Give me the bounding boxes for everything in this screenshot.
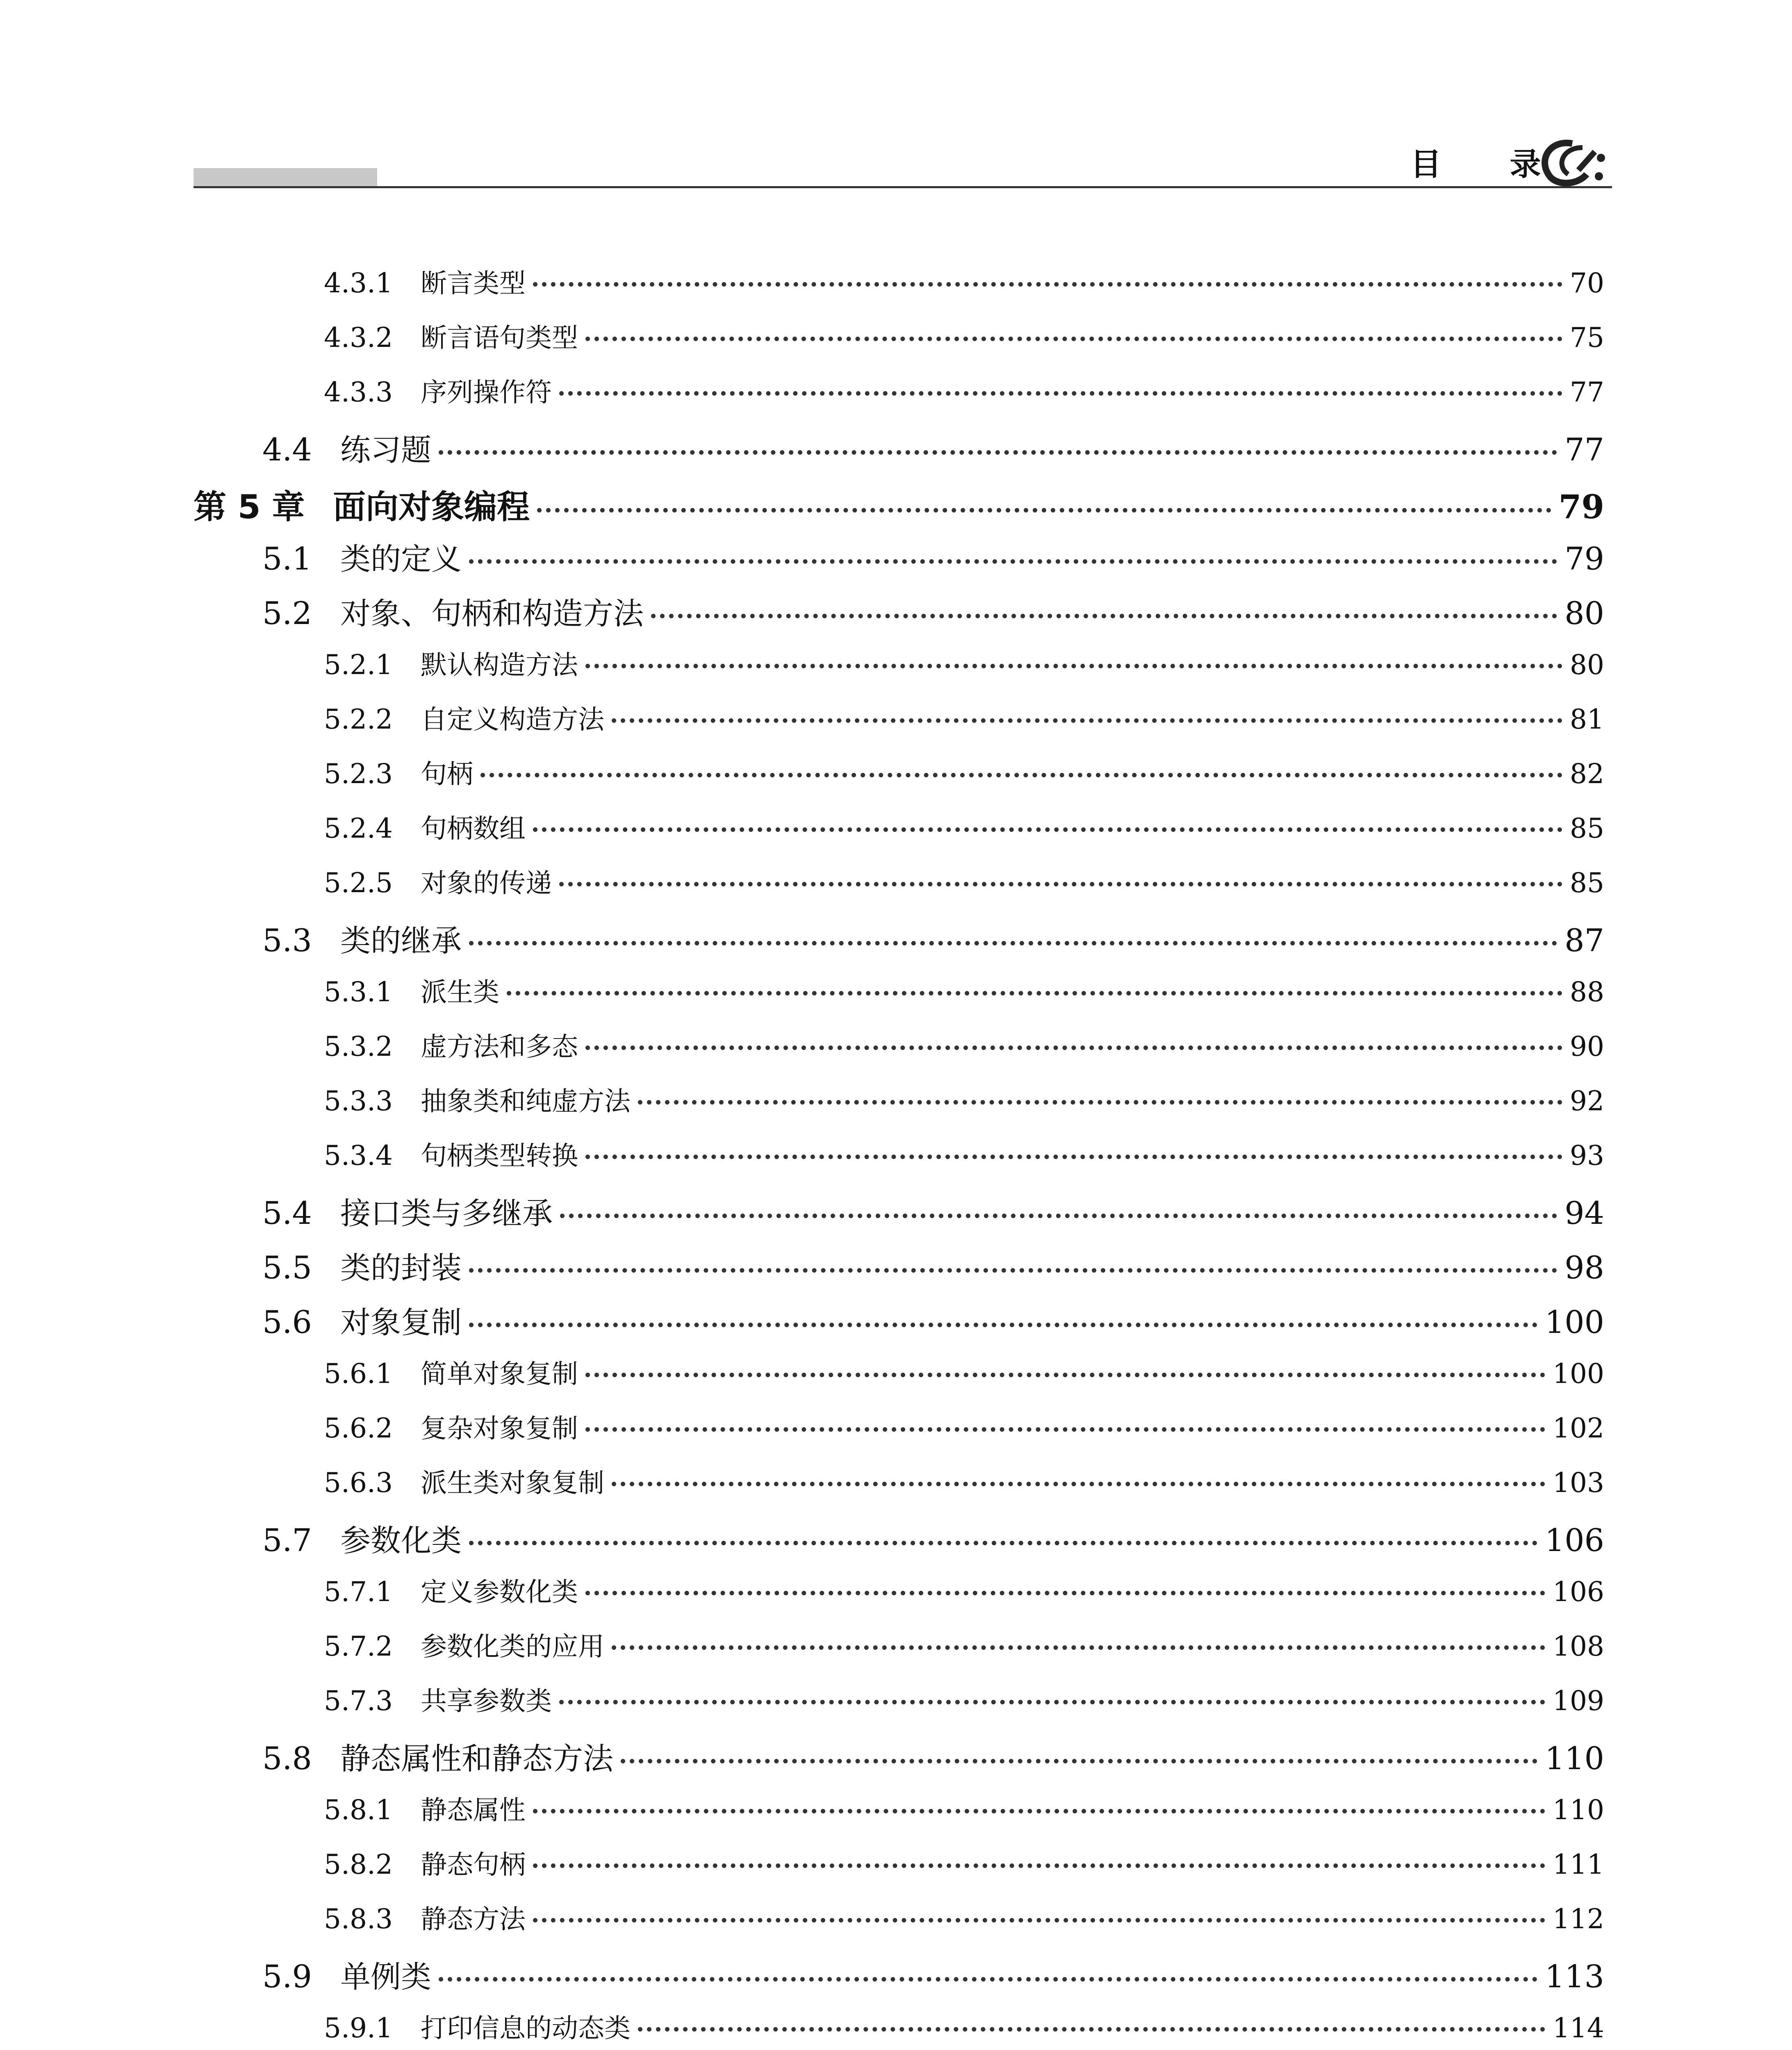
toc-entry-page: 92 xyxy=(1570,1085,1604,1117)
toc-entry-title: 参数化类 xyxy=(340,1523,462,1558)
dot-leader xyxy=(612,718,1562,723)
dot-leader xyxy=(469,559,1557,564)
toc-entry-page: 79 xyxy=(1558,487,1604,526)
dot-leader xyxy=(585,1373,1545,1377)
toc-entry[interactable] xyxy=(324,1844,1604,1893)
toc-entry-title: 断言语句类型 xyxy=(421,323,578,353)
toc-entry-number: 5.1 xyxy=(262,540,312,577)
toc-entry-page: 108 xyxy=(1553,1631,1604,1662)
toc-entry-number: 5.3.2 xyxy=(324,1031,393,1062)
toc-entry-page: 100 xyxy=(1544,1304,1604,1340)
toc-entry-page: 77 xyxy=(1570,376,1604,408)
toc-entry-page: 90 xyxy=(1570,1031,1604,1062)
toc-entry-title: 抽象类和纯虚方法 xyxy=(421,1086,631,1117)
toc-entry[interactable] xyxy=(324,1898,1604,1947)
dot-leader xyxy=(469,941,1557,945)
toc-entry-number: 5.6.2 xyxy=(324,1412,393,1444)
toc-entry-number: 5.7 xyxy=(262,1522,312,1558)
toc-entry-number: 5.2.2 xyxy=(324,704,393,735)
toc-entry-title: 类的定义 xyxy=(340,542,462,577)
dot-leader xyxy=(638,1100,1562,1105)
toc-entry[interactable] xyxy=(324,262,1604,312)
toc-entry-number: 4.3.3 xyxy=(324,376,393,408)
toc-entry-number: 5.2 xyxy=(262,595,312,631)
dot-leader xyxy=(439,450,1557,455)
dot-leader xyxy=(612,1482,1545,1486)
toc-entry-page: 110 xyxy=(1544,1740,1604,1777)
toc-entry-number: 5.2.1 xyxy=(324,649,393,681)
toc-entry-title: 静态属性和静态方法 xyxy=(340,1741,613,1777)
toc-entry-number: 5.8 xyxy=(262,1740,312,1777)
toc-entry-title: 派生类 xyxy=(421,977,499,1008)
dot-leader xyxy=(585,337,1562,341)
toc-entry[interactable] xyxy=(324,644,1604,693)
toc-entry-page: 75 xyxy=(1570,322,1604,353)
toc-entry-title: 单例类 xyxy=(340,1959,431,1995)
toc-entry[interactable] xyxy=(324,1680,1604,1729)
toc-entry[interactable] xyxy=(194,481,1604,530)
toc-entry-page: 82 xyxy=(1570,758,1604,790)
dot-leader xyxy=(585,664,1562,668)
toc-entry-page: 70 xyxy=(1570,267,1604,299)
toc-entry-title: 练习题 xyxy=(340,433,431,468)
toc-entry-number: 5.9 xyxy=(262,1958,312,1995)
toc-entry-title: 类的继承 xyxy=(340,923,462,959)
toc-entry[interactable] xyxy=(262,1244,1604,1293)
dot-leader xyxy=(537,508,1551,512)
toc-entry-page: 112 xyxy=(1553,1903,1604,1935)
dot-leader xyxy=(469,1323,1537,1327)
toc-entry-title: 虚方法和多态 xyxy=(421,1032,578,1062)
toc-entry[interactable] xyxy=(324,753,1604,802)
toc-entry-title: 序列操作符 xyxy=(421,378,552,408)
dot-leader xyxy=(585,1427,1545,1432)
toc-entry-number: 4.4 xyxy=(262,431,312,468)
toc-entry-page: 103 xyxy=(1553,1467,1604,1499)
toc-entry-page: 80 xyxy=(1570,649,1604,681)
toc-entry-number: 5.6 xyxy=(262,1304,312,1340)
toc-entry-title: 自定义构造方法 xyxy=(421,705,604,735)
toc-entry[interactable] xyxy=(324,1789,1604,1838)
dot-leader xyxy=(560,1214,1557,1218)
toc-entry-title: 打印信息的动态类 xyxy=(421,2014,631,2044)
toc-entry-number: 5.3 xyxy=(262,922,312,959)
dot-leader xyxy=(533,1863,1545,1868)
toc-entry-title: 类的封装 xyxy=(340,1250,462,1286)
dot-leader xyxy=(533,1809,1545,1813)
dot-leader xyxy=(612,1645,1545,1650)
toc-entry[interactable] xyxy=(262,535,1604,584)
toc-entry-number: 5.5 xyxy=(262,1249,312,1286)
toc-entry-number: 5.8.1 xyxy=(324,1794,393,1826)
toc-entry-title: 句柄 xyxy=(421,759,473,790)
toc-entry-page: 102 xyxy=(1553,1412,1604,1444)
toc-entry[interactable] xyxy=(262,590,1604,639)
toc-entry-title: 面向对象编程 xyxy=(333,488,530,526)
toc-entry-title: 定义参数化类 xyxy=(421,1577,578,1608)
toc-entry-page: 106 xyxy=(1544,1522,1604,1558)
toc-entry[interactable] xyxy=(262,1189,1604,1239)
toc-entry-page: 106 xyxy=(1553,1576,1604,1608)
toc-entry-page: 85 xyxy=(1570,867,1604,899)
toc-entry-number: 5.9.1 xyxy=(324,2012,393,2044)
toc-entry-number: 5.8.3 xyxy=(324,1903,393,1935)
toc-entry-title: 简单对象复制 xyxy=(421,1359,578,1389)
header-gray-bar xyxy=(194,168,377,186)
toc-entry[interactable] xyxy=(324,862,1604,911)
toc-entry-title: 复杂对象复制 xyxy=(421,1414,578,1444)
toc-entry[interactable] xyxy=(324,699,1604,748)
dot-leader xyxy=(585,1046,1562,1050)
dot-leader xyxy=(621,1759,1537,1763)
toc-entry[interactable] xyxy=(324,1408,1604,1457)
toc-entry-title: 对象、句柄和构造方法 xyxy=(340,596,644,631)
toc-entry-number: 5.7.3 xyxy=(324,1685,393,1717)
toc-entry[interactable] xyxy=(262,917,1604,966)
toc-entry-number: 5.2.5 xyxy=(324,867,393,899)
toc-entry-title: 对象复制 xyxy=(340,1305,462,1340)
toc-entry-number: 5.7.1 xyxy=(324,1576,393,1608)
toc-entry-page: 110 xyxy=(1553,1794,1604,1826)
dot-leader xyxy=(585,1155,1562,1159)
toc-entry[interactable] xyxy=(324,1571,1604,1620)
dot-leader xyxy=(533,1918,1545,1922)
toc-entry[interactable] xyxy=(324,1135,1604,1184)
toc-entry-page: 109 xyxy=(1553,1685,1604,1717)
toc-entry-title: 静态句柄 xyxy=(421,1850,526,1880)
toc-entry-number: 5.2.3 xyxy=(324,758,393,790)
toc-entry-number: 5.2.4 xyxy=(324,813,393,844)
toc-entry-page: 114 xyxy=(1553,2012,1604,2044)
header-rule xyxy=(194,186,1612,188)
toc-entry[interactable] xyxy=(324,1626,1604,1675)
toc-entry-number: 5.8.2 xyxy=(324,1849,393,1880)
toc-entry[interactable] xyxy=(324,1462,1604,1511)
running-header-title: 目 录 xyxy=(1410,146,1570,182)
dot-leader xyxy=(533,282,1562,287)
dot-leader xyxy=(638,2027,1545,2032)
toc-entry[interactable] xyxy=(324,1080,1604,1130)
dot-leader xyxy=(439,1977,1537,1982)
dot-leader xyxy=(469,1268,1557,1273)
toc-entry-number: 5.3.3 xyxy=(324,1085,393,1117)
toc-entry-page: 81 xyxy=(1570,704,1604,735)
toc-entry-title: 派生类对象复制 xyxy=(421,1468,604,1499)
toc-entry[interactable] xyxy=(324,2007,1604,2050)
dot-leader xyxy=(559,882,1562,886)
toc-entry[interactable] xyxy=(324,1026,1604,1075)
dot-leader xyxy=(559,391,1562,396)
toc-entry-page: 98 xyxy=(1564,1249,1604,1286)
toc-entry-title: 静态属性 xyxy=(421,1795,526,1826)
toc-entry-number: 第 5 章 xyxy=(194,488,305,526)
toc-entry-page: 87 xyxy=(1564,922,1604,959)
book-logo-icon xyxy=(1533,135,1611,189)
toc-entry-number: 5.3.1 xyxy=(324,976,393,1008)
toc-entry-page: 113 xyxy=(1544,1958,1604,1995)
toc-entry-number: 5.3.4 xyxy=(324,1140,393,1171)
toc-entry[interactable] xyxy=(324,371,1604,421)
toc-entry[interactable] xyxy=(324,317,1604,366)
toc-entry-title: 句柄数组 xyxy=(421,814,526,844)
toc-entry-number: 5.4 xyxy=(262,1195,312,1231)
toc-entry-title: 句柄类型转换 xyxy=(421,1141,578,1171)
toc-entry-title: 参数化类的应用 xyxy=(421,1632,604,1662)
toc-entry[interactable] xyxy=(324,1353,1604,1402)
dot-leader xyxy=(533,827,1562,832)
toc-entry[interactable] xyxy=(262,426,1604,475)
dot-leader xyxy=(469,1541,1537,1545)
toc-entry-number: 5.7.2 xyxy=(324,1631,393,1662)
toc-entry-title: 静态方法 xyxy=(421,1904,526,1935)
toc-entry[interactable] xyxy=(262,1298,1604,1348)
toc-entry-title: 对象的传递 xyxy=(421,868,552,899)
toc-entry[interactable] xyxy=(324,971,1604,1020)
toc-entry-number: 4.3.2 xyxy=(324,322,393,353)
toc-entry-page: 85 xyxy=(1570,813,1604,844)
toc-entry[interactable] xyxy=(262,1953,1604,2002)
toc-entry-page: 100 xyxy=(1553,1358,1604,1389)
toc-entry-title: 断言类型 xyxy=(421,269,526,299)
toc-entry-number: 5.6.1 xyxy=(324,1358,393,1389)
dot-leader xyxy=(585,1591,1545,1595)
dot-leader xyxy=(651,614,1557,618)
toc-entry-page: 79 xyxy=(1564,540,1604,577)
dot-leader xyxy=(480,773,1562,777)
dot-leader xyxy=(559,1700,1545,1704)
dot-leader xyxy=(507,991,1562,995)
toc-entry[interactable] xyxy=(324,808,1604,857)
toc-entry-number: 4.3.1 xyxy=(324,267,393,299)
toc-entry-page: 88 xyxy=(1570,976,1604,1008)
toc-entry-page: 93 xyxy=(1570,1140,1604,1171)
toc-entry[interactable] xyxy=(262,1735,1604,1784)
toc-entry-page: 77 xyxy=(1564,431,1604,468)
toc-entry-number: 5.6.3 xyxy=(324,1467,393,1499)
toc-entry-page: 94 xyxy=(1564,1195,1604,1231)
toc-entry-title: 默认构造方法 xyxy=(421,650,578,681)
toc-entry-page: 111 xyxy=(1553,1849,1604,1880)
toc-entry-title: 接口类与多继承 xyxy=(340,1196,553,1231)
toc-entry-page: 80 xyxy=(1564,595,1604,631)
toc-entry[interactable] xyxy=(262,1517,1604,1566)
toc-entry-title: 共享参数类 xyxy=(421,1686,552,1717)
